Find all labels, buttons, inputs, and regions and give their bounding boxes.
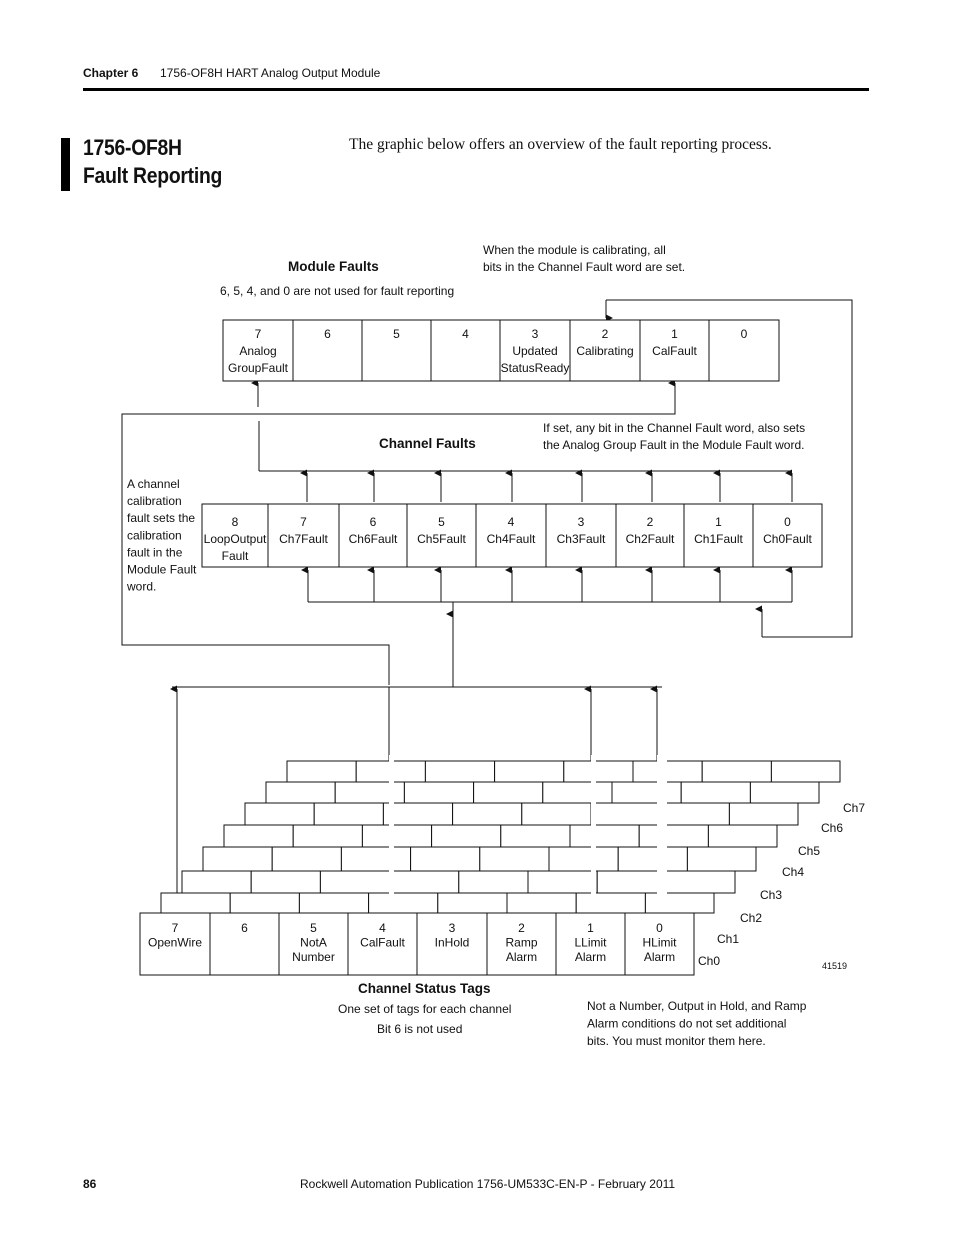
stacked-status-cell bbox=[362, 825, 431, 847]
channel-status-cell-text: Alarm bbox=[574, 950, 607, 964]
monitor-note: Not a Number, Output in Hold, and Ramp bbox=[587, 999, 807, 1013]
stacked-status-cell bbox=[681, 782, 750, 803]
stacked-status-cell bbox=[245, 803, 314, 825]
module-fault-cell-text: 6 bbox=[324, 327, 331, 341]
channel-label: Ch1 bbox=[717, 932, 740, 946]
channel-status-note: Bit 6 is not used bbox=[377, 1022, 463, 1036]
stacked-status-cell bbox=[369, 893, 438, 913]
channel-fault-cell-text: Ch0Fault bbox=[763, 532, 812, 546]
module-fault-cell-text: Calibrating bbox=[576, 344, 634, 358]
module-fault-cell-text: GroupFault bbox=[227, 361, 289, 375]
stacked-status-cell bbox=[633, 761, 702, 782]
channel-label: Ch4 bbox=[782, 865, 805, 879]
stacked-status-cell bbox=[438, 893, 507, 913]
stacked-status-cell bbox=[335, 782, 404, 803]
channel-fault-cell-text: 2 bbox=[646, 515, 654, 529]
channel-label: Ch2 bbox=[740, 911, 763, 925]
stack-gap bbox=[657, 755, 667, 915]
module-fault-cell-text: Updated bbox=[512, 344, 558, 358]
calibration-side-note: word. bbox=[127, 579, 157, 594]
module-fault-cell-text: 0 bbox=[740, 327, 748, 341]
channel-fault-cell-text: 6 bbox=[369, 515, 377, 529]
stacked-status-cell bbox=[612, 782, 681, 803]
stacked-status-cell bbox=[266, 782, 335, 803]
calibrating-note: bits in the Channel Fault word are set. bbox=[483, 260, 686, 274]
calibration-side-note: Module Fault bbox=[127, 562, 197, 577]
stacked-status-cell bbox=[597, 871, 666, 893]
channel-fault-cell-text: 4 bbox=[507, 515, 515, 529]
channel-status-cell-text: InHold bbox=[434, 935, 470, 950]
stacked-status-cell bbox=[702, 761, 771, 782]
channel-status-cell-text: OpenWire bbox=[147, 935, 203, 950]
section-title-line1: 1756-OF8H bbox=[83, 135, 182, 160]
stacked-status-cell bbox=[474, 782, 543, 803]
stacked-status-cell bbox=[576, 893, 645, 913]
calibration-side-note: A channel bbox=[127, 477, 180, 491]
module-faults-note: 6, 5, 4, and 0 are not used for fault reporting bbox=[220, 284, 455, 298]
channel-fault-cell-text: LoopOutput bbox=[203, 532, 267, 546]
figure-id: 41519 bbox=[822, 961, 848, 971]
channel-status-cell-text: 6 bbox=[241, 921, 248, 935]
module-faults-title: Module Faults bbox=[288, 259, 379, 274]
channel-status-cell-text: Ramp bbox=[505, 935, 538, 950]
channel-label: Ch7 bbox=[843, 801, 866, 815]
intro-paragraph: The graphic below offers an overview of the fault reporting process. bbox=[349, 136, 772, 153]
channel-status-cell-text: LLimit bbox=[574, 935, 607, 950]
stacked-status-cell bbox=[564, 761, 633, 782]
channel-status-cell-text: HLimit bbox=[642, 935, 677, 950]
module-fault-cell-text: CalFault bbox=[652, 344, 697, 358]
stacked-status-cell bbox=[639, 825, 708, 847]
channel-status-cell-text: 1 bbox=[587, 921, 594, 935]
channel-status-cell-text: 7 bbox=[171, 921, 179, 935]
stacked-status-cell bbox=[411, 847, 480, 871]
channel-status-cell-text: 4 bbox=[379, 921, 386, 935]
module-fault-cell-text: 2 bbox=[601, 327, 609, 341]
module-fault-cell-text: 7 bbox=[254, 327, 262, 341]
channel-faults-note: If set, any bit in the Channel Fault word, also sets bbox=[543, 421, 806, 435]
channel-status-cell-text: 0 bbox=[656, 921, 663, 935]
stacked-status-cell bbox=[480, 847, 549, 871]
stacked-status-cell bbox=[287, 761, 356, 782]
monitor-note: Alarm conditions do not set additional bbox=[587, 1016, 787, 1031]
channel-status-cell-text: NotA bbox=[300, 935, 327, 950]
module-fault-cell-text: StatusReady bbox=[500, 361, 570, 375]
stacked-status-cell bbox=[203, 847, 272, 871]
channel-fault-cell-text: 0 bbox=[784, 515, 791, 529]
calibration-side-note: calibration bbox=[127, 494, 182, 509]
channel-fault-cell-text: 1 bbox=[715, 515, 722, 529]
module-fault-cell-text: Analog bbox=[239, 344, 277, 358]
stacked-status-cell bbox=[182, 871, 251, 893]
channel-fault-cell-text: Ch1Fault bbox=[694, 532, 743, 546]
stacked-status-cell bbox=[425, 761, 494, 782]
stacked-status-cell bbox=[645, 893, 714, 913]
stacked-status-cell bbox=[591, 803, 660, 825]
channel-status-cell-text: 5 bbox=[310, 921, 317, 935]
module-fault-cell-text: 4 bbox=[462, 327, 469, 341]
stacked-status-cell bbox=[453, 803, 522, 825]
channel-label: Ch6 bbox=[821, 821, 844, 835]
stacked-status-cell bbox=[687, 847, 756, 871]
stacked-status-cell bbox=[549, 847, 618, 871]
channel-status-cell-text: CalFault bbox=[360, 935, 405, 950]
stacked-status-cell bbox=[390, 871, 459, 893]
channel-fault-cell-text: 7 bbox=[300, 515, 307, 529]
channel-status-cell-text: 2 bbox=[518, 921, 525, 935]
stacked-status-cell bbox=[528, 871, 597, 893]
stacked-status-cell bbox=[618, 847, 687, 871]
channel-fault-cell-text: Ch5Fault bbox=[417, 532, 466, 546]
channel-fault-cell-text: Ch4Fault bbox=[486, 532, 536, 546]
stacked-status-cell bbox=[161, 893, 230, 913]
calibration-side-note: calibration bbox=[127, 528, 182, 543]
module-fault-cell-text: 3 bbox=[531, 327, 539, 341]
publication-info: Rockwell Automation Publication 1756-UM533C-EN-P - February 2011 bbox=[300, 1177, 676, 1191]
channel-fault-cell-text: Ch2Fault bbox=[625, 532, 675, 546]
stacked-status-cell bbox=[404, 782, 473, 803]
channel-status-cell-text: Alarm bbox=[505, 950, 538, 964]
channel-faults-title: Channel Faults bbox=[379, 436, 476, 451]
chapter-title: 1756-OF8H HART Analog Output Module bbox=[160, 66, 381, 80]
stack-gap bbox=[389, 755, 394, 915]
channel-fault-cell-text: 8 bbox=[231, 515, 239, 529]
channel-faults-note: the Analog Group Fault in the Module Fault word. bbox=[543, 438, 805, 452]
stacked-status-cell bbox=[341, 847, 410, 871]
chapter-label: Chapter 6 bbox=[83, 66, 139, 80]
stacked-status-cell bbox=[543, 782, 612, 803]
stacked-status-cell bbox=[522, 803, 591, 825]
stacked-status-cell bbox=[729, 803, 798, 825]
channel-fault-cell-text: 3 bbox=[577, 515, 585, 529]
stacked-status-cell bbox=[459, 871, 528, 893]
channel-label: Ch3 bbox=[760, 888, 783, 902]
channel-status-cell-text: 3 bbox=[448, 921, 456, 935]
stacked-status-cell bbox=[660, 803, 729, 825]
stacked-status-cell bbox=[299, 893, 368, 913]
stacked-status-cell bbox=[230, 893, 299, 913]
channel-status-note: One set of tags for each channel bbox=[338, 1002, 512, 1016]
channel-fault-cell-text: Ch3Fault bbox=[556, 532, 606, 546]
calibrating-note: When the module is calibrating, all bbox=[483, 243, 666, 257]
stacked-status-cell bbox=[501, 825, 570, 847]
channel-status-cell-text: Alarm bbox=[643, 950, 676, 964]
stack-gap bbox=[591, 755, 596, 915]
channel-fault-cell-text: Ch6Fault bbox=[348, 532, 398, 546]
stacked-status-cell bbox=[224, 825, 293, 847]
stacked-status-cell bbox=[495, 761, 564, 782]
channel-fault-cell-text: Ch7Fault bbox=[279, 532, 328, 546]
stacked-status-cell bbox=[272, 847, 341, 871]
calibration-side-note: fault in the bbox=[127, 545, 183, 560]
stacked-status-cell bbox=[432, 825, 501, 847]
stacked-status-cell bbox=[708, 825, 777, 847]
module-fault-cell-text: 5 bbox=[393, 327, 400, 341]
stacked-status-cell bbox=[570, 825, 639, 847]
stacked-status-cell bbox=[771, 761, 840, 782]
stacked-status-cell bbox=[251, 871, 320, 893]
channel-status-cell-text: Number bbox=[292, 950, 335, 964]
page-number: 86 bbox=[83, 1177, 97, 1191]
monitor-note: bits. You must monitor them here. bbox=[587, 1034, 766, 1048]
stacked-status-cell bbox=[314, 803, 383, 825]
stacked-status-cell bbox=[320, 871, 389, 893]
section-title-line2: Fault Reporting bbox=[83, 163, 223, 188]
stacked-status-cell bbox=[293, 825, 362, 847]
stacked-status-cell bbox=[750, 782, 819, 803]
stacked-status-cell bbox=[507, 893, 576, 913]
module-fault-cell-text: 1 bbox=[671, 327, 678, 341]
channel-fault-cell-text: Fault bbox=[221, 549, 249, 563]
channel-fault-cell-text: 5 bbox=[438, 515, 445, 529]
stacked-status-cell bbox=[666, 871, 735, 893]
channel-status-title: Channel Status Tags bbox=[358, 981, 491, 996]
calibration-side-note: fault sets the bbox=[127, 511, 196, 526]
channel-label: Ch0 bbox=[698, 954, 721, 968]
channel-label: Ch5 bbox=[798, 844, 821, 858]
